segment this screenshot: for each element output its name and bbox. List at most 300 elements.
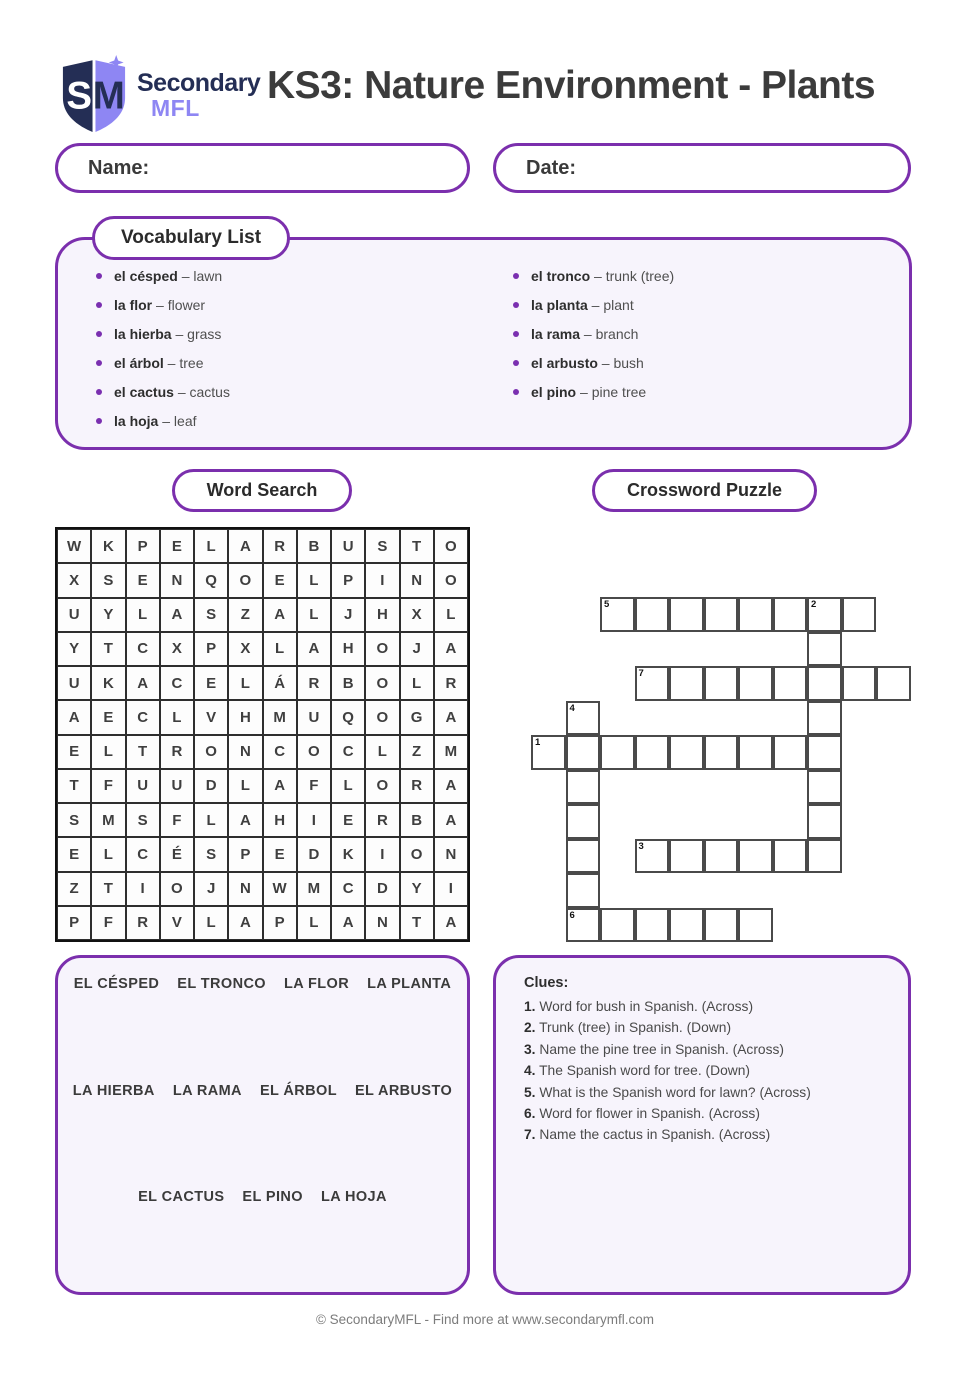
word-search-cell[interactable]: I xyxy=(365,563,399,597)
word-bank-word: LA RAMA xyxy=(172,1083,242,1099)
word-bank-word: LA HIERBA xyxy=(72,1083,155,1099)
bullet-icon xyxy=(96,331,102,337)
word-search-cell[interactable]: L xyxy=(331,769,365,803)
word-search-cell[interactable]: B xyxy=(400,803,434,837)
word-bank-word: LA PLANTA xyxy=(367,976,452,992)
crossword-cell[interactable] xyxy=(807,597,842,632)
word-search-cell[interactable]: A xyxy=(434,906,468,940)
clue-number: 1. xyxy=(524,999,536,1014)
word-search-cell[interactable]: L xyxy=(126,598,160,632)
brand-name-top: Secondary xyxy=(137,68,261,97)
word-search-cell[interactable]: N xyxy=(160,563,194,597)
vocab-item xyxy=(96,414,230,428)
vocab-translation: – flower xyxy=(152,297,206,313)
word-search-cell[interactable]: R xyxy=(126,906,160,940)
vocab-translation: – pine tree xyxy=(576,384,647,400)
crossword-cell[interactable] xyxy=(842,597,877,632)
clue-item xyxy=(524,1039,880,1060)
word-search-cell[interactable]: O xyxy=(400,837,434,871)
crossword-cell[interactable] xyxy=(635,839,670,874)
word-search-cell[interactable]: A xyxy=(434,700,468,734)
word-search-cell[interactable]: J xyxy=(194,872,228,906)
word-search-cell[interactable]: C xyxy=(160,666,194,700)
clue-number: 7. xyxy=(524,1127,536,1143)
word-search-cell[interactable]: P xyxy=(263,906,297,940)
word-search-cell[interactable]: L xyxy=(434,598,468,632)
word-bank-word: EL ÁRBOL xyxy=(259,1083,337,1099)
vocab-term: la flor xyxy=(114,297,153,313)
crossword-cell[interactable] xyxy=(566,839,601,874)
word-search-cell[interactable]: U xyxy=(57,598,91,632)
crossword-cell[interactable] xyxy=(842,666,877,701)
word-search-cell[interactable]: O xyxy=(365,769,399,803)
crossword-cell[interactable] xyxy=(773,666,808,701)
vocab-term: el arbusto xyxy=(531,355,598,371)
clues-box xyxy=(493,955,911,1295)
crossword-clue-number: 2 xyxy=(811,599,817,610)
vocab-translation: – leaf xyxy=(158,413,197,429)
word-search-cell[interactable]: B xyxy=(331,666,365,700)
clue-text: Trunk (tree) in Spanish. (Down) xyxy=(535,1020,732,1036)
word-search-cell[interactable]: N xyxy=(434,837,468,871)
word-search-cell[interactable]: K xyxy=(91,529,125,563)
crossword-cell[interactable] xyxy=(807,632,842,667)
word-search-cell[interactable]: E xyxy=(263,837,297,871)
crossword-cell[interactable] xyxy=(738,666,773,701)
bullet-icon xyxy=(513,389,519,395)
word-search-cell[interactable]: U xyxy=(57,666,91,700)
word-search-cell[interactable]: V xyxy=(160,906,194,940)
word-search-cell[interactable]: W xyxy=(57,529,91,563)
word-search-cell[interactable]: O xyxy=(365,700,399,734)
clue-item xyxy=(524,996,880,1017)
word-search-cell[interactable]: E xyxy=(160,529,194,563)
word-search-cell[interactable]: S xyxy=(57,803,91,837)
vocab-translation: – tree xyxy=(163,355,204,371)
word-search-cell[interactable]: U xyxy=(160,769,194,803)
crossword-cell[interactable] xyxy=(807,666,842,701)
word-search-cell[interactable]: N xyxy=(228,872,262,906)
crossword-heading-label: Crossword Puzzle xyxy=(626,480,783,500)
crossword-cell[interactable] xyxy=(600,597,635,632)
vocab-term: la rama xyxy=(531,326,581,342)
vocab-translation: – grass xyxy=(171,326,222,342)
word-search-cell[interactable]: O xyxy=(365,666,399,700)
word-search-cell[interactable]: S xyxy=(194,837,228,871)
word-search-cell[interactable]: T xyxy=(57,769,91,803)
word-bank-word: EL TRONCO xyxy=(177,976,266,992)
clue-number: 3. xyxy=(524,1041,536,1057)
vocab-term: el pino xyxy=(531,384,577,400)
word-search-cell[interactable]: L xyxy=(263,632,297,666)
clue-number: 4. xyxy=(524,1063,536,1079)
clue-text: Name the pine tree in Spanish. (Across) xyxy=(535,1041,784,1057)
vocab-item xyxy=(96,385,230,399)
svg-text:S: S xyxy=(66,74,93,118)
word-search-cell[interactable]: C xyxy=(331,735,365,769)
word-search-cell[interactable]: E xyxy=(126,563,160,597)
crossword-cell[interactable] xyxy=(669,666,704,701)
word-search-cell[interactable]: Y xyxy=(91,598,125,632)
word-search-cell[interactable]: E xyxy=(57,735,91,769)
word-search-cell[interactable]: S xyxy=(194,598,228,632)
clue-item xyxy=(524,1103,880,1124)
crossword-cell[interactable] xyxy=(704,908,739,943)
word-search-cell[interactable]: F xyxy=(91,769,125,803)
word-bank-row xyxy=(58,1188,467,1206)
vocab-translation: – bush xyxy=(597,355,644,371)
word-search-cell[interactable]: T xyxy=(400,529,434,563)
word-search-cell[interactable]: K xyxy=(331,837,365,871)
word-bank-word: LA FLOR xyxy=(284,976,350,992)
crossword-cell[interactable] xyxy=(669,735,704,770)
word-search-cell[interactable]: O xyxy=(160,872,194,906)
word-search-heading-label: Word Search xyxy=(206,480,318,500)
word-search-cell[interactable]: F xyxy=(160,803,194,837)
word-search-cell[interactable]: L xyxy=(194,803,228,837)
crossword-cell[interactable] xyxy=(704,735,739,770)
crossword-cell[interactable] xyxy=(738,597,773,632)
word-search-cell[interactable]: A xyxy=(297,632,331,666)
crossword-cell[interactable] xyxy=(669,839,704,874)
word-search-cell[interactable]: P xyxy=(126,529,160,563)
word-search-cell[interactable]: R xyxy=(400,769,434,803)
word-bank-row xyxy=(58,975,467,993)
word-search-cell[interactable]: M xyxy=(434,735,468,769)
word-search-cell[interactable]: R xyxy=(365,803,399,837)
word-search-cell[interactable]: F xyxy=(91,906,125,940)
word-search-cell[interactable]: M xyxy=(263,700,297,734)
clue-text: What is the Spanish word for lawn? (Across) xyxy=(535,1084,811,1100)
word-search-cell[interactable]: H xyxy=(365,598,399,632)
word-search-cell[interactable]: T xyxy=(91,872,125,906)
crossword-heading xyxy=(592,469,817,512)
word-search-cell[interactable]: H xyxy=(228,700,262,734)
word-search-cell[interactable]: Z xyxy=(228,598,262,632)
word-search-cell[interactable]: E xyxy=(194,666,228,700)
word-search-cell[interactable]: L xyxy=(160,700,194,734)
word-search-cell[interactable]: T xyxy=(91,632,125,666)
vocab-item xyxy=(513,385,674,399)
vocab-term: el césped xyxy=(114,268,178,284)
crossword-cell[interactable] xyxy=(704,597,739,632)
crossword-cell[interactable] xyxy=(635,666,670,701)
word-search-cell[interactable]: H xyxy=(331,632,365,666)
vocab-translation: – trunk (tree) xyxy=(590,268,675,284)
clue-number: 5. xyxy=(524,1084,536,1100)
crossword-cell[interactable] xyxy=(807,770,842,805)
bullet-icon xyxy=(513,302,519,308)
word-search-cell[interactable]: A xyxy=(434,803,468,837)
word-search-cell[interactable]: C xyxy=(263,735,297,769)
word-search-cell[interactable]: L xyxy=(297,563,331,597)
word-search-cell[interactable]: A xyxy=(331,906,365,940)
word-search-cell[interactable]: M xyxy=(297,872,331,906)
crossword-cell[interactable] xyxy=(876,666,911,701)
word-search-cell[interactable]: O xyxy=(365,632,399,666)
clue-text: Name the cactus in Spanish. (Across) xyxy=(535,1127,771,1143)
word-search-cell[interactable]: I xyxy=(434,872,468,906)
crossword-cell[interactable] xyxy=(566,701,601,736)
crossword-cell[interactable] xyxy=(704,839,739,874)
crossword-clue-number: 7 xyxy=(638,668,644,679)
word-search-cell[interactable]: P xyxy=(57,906,91,940)
word-search-cell[interactable]: D xyxy=(194,769,228,803)
vocab-term: el cactus xyxy=(114,384,174,400)
word-search-cell[interactable]: L xyxy=(297,906,331,940)
word-search-cell[interactable]: P xyxy=(194,632,228,666)
crossword-cell[interactable] xyxy=(807,735,842,770)
word-search-cell[interactable]: I xyxy=(126,872,160,906)
vocab-translation: – branch xyxy=(580,326,639,342)
word-search-cell[interactable]: C xyxy=(126,632,160,666)
word-search-cell[interactable]: O xyxy=(297,735,331,769)
word-search-cell[interactable]: A xyxy=(160,598,194,632)
clues-heading: Clues: xyxy=(524,975,569,991)
word-search-cell[interactable]: U xyxy=(331,529,365,563)
word-search-cell[interactable]: N xyxy=(228,735,262,769)
vocab-item xyxy=(96,356,230,370)
vocabulary-box xyxy=(55,237,912,450)
clue-text: Word for flower in Spanish. (Across) xyxy=(535,1106,760,1122)
clue-number: 2. xyxy=(524,1020,536,1036)
word-search-cell[interactable]: X xyxy=(160,632,194,666)
word-search-cell[interactable]: F xyxy=(297,769,331,803)
svg-text:M: M xyxy=(92,74,125,118)
word-search-cell[interactable]: V xyxy=(194,700,228,734)
bullet-icon xyxy=(96,302,102,308)
crossword-clue-number: 4 xyxy=(569,702,575,714)
clue-item xyxy=(524,1124,880,1145)
word-search-cell[interactable]: Y xyxy=(400,872,434,906)
bullet-icon xyxy=(513,273,519,279)
word-search-cell[interactable]: D xyxy=(365,872,399,906)
word-search-cell[interactable]: E xyxy=(91,700,125,734)
crossword-cell[interactable] xyxy=(635,735,670,770)
word-search-cell[interactable]: O xyxy=(228,563,262,597)
word-search-cell[interactable]: A xyxy=(263,598,297,632)
word-search-cell[interactable]: O xyxy=(434,529,468,563)
word-search-cell[interactable]: X xyxy=(400,598,434,632)
clues-list xyxy=(524,996,880,1146)
vocab-term: el árbol xyxy=(114,355,164,371)
word-search-cell[interactable]: R xyxy=(434,666,468,700)
word-search-cell[interactable]: D xyxy=(297,837,331,871)
word-search-cell[interactable]: S xyxy=(126,803,160,837)
word-search-cell[interactable]: A xyxy=(126,666,160,700)
crossword-cell[interactable] xyxy=(566,735,601,770)
word-search-cell[interactable]: L xyxy=(400,666,434,700)
date-field[interactable] xyxy=(493,143,911,193)
word-search-cell[interactable]: P xyxy=(228,837,262,871)
crossword-cell[interactable] xyxy=(635,908,670,943)
vocabulary-heading-label: Vocabulary List xyxy=(120,227,262,248)
crossword-cell[interactable] xyxy=(773,839,808,874)
word-search-cell[interactable]: S xyxy=(91,563,125,597)
crossword-cell[interactable] xyxy=(773,735,808,770)
page-title: KS3: Nature Environment - Plants xyxy=(266,64,876,107)
word-search-cell[interactable]: R xyxy=(297,666,331,700)
word-search-cell[interactable]: E xyxy=(263,563,297,597)
word-search-heading xyxy=(172,469,352,512)
word-search-cell[interactable]: J xyxy=(331,598,365,632)
word-search-cell[interactable]: X xyxy=(57,563,91,597)
crossword-cell[interactable] xyxy=(704,666,739,701)
vocab-item xyxy=(513,356,674,370)
word-search-cell[interactable]: H xyxy=(263,803,297,837)
bullet-icon xyxy=(513,331,519,337)
word-bank-box xyxy=(55,955,470,1295)
word-search-cell[interactable]: R xyxy=(263,529,297,563)
clue-number: 6. xyxy=(524,1106,536,1122)
name-label: Name: xyxy=(88,156,150,179)
word-bank-word: EL PINO xyxy=(242,1189,303,1205)
vocab-term: la hierba xyxy=(114,326,172,342)
vocab-item xyxy=(96,298,230,312)
crossword-cell[interactable] xyxy=(566,770,601,805)
word-search-cell[interactable]: A xyxy=(228,529,262,563)
crossword-clue-number: 3 xyxy=(638,840,644,852)
word-search-cell[interactable]: Y xyxy=(57,632,91,666)
word-search-cell[interactable]: T xyxy=(126,735,160,769)
word-search-cell[interactable]: N xyxy=(400,563,434,597)
name-field[interactable] xyxy=(55,143,470,193)
bullet-icon xyxy=(96,273,102,279)
word-search-cell[interactable]: Q xyxy=(331,700,365,734)
word-search-cell[interactable]: O xyxy=(434,563,468,597)
word-search-cell[interactable]: O xyxy=(194,735,228,769)
word-search-cell[interactable]: R xyxy=(160,735,194,769)
word-search-cell[interactable]: A xyxy=(228,906,262,940)
word-search-cell[interactable]: M xyxy=(91,803,125,837)
word-search-cell[interactable]: U xyxy=(126,769,160,803)
footer-copyright: © SecondaryMFL - Find more at www.secondarymfl.com xyxy=(315,1312,655,1327)
word-search-cell[interactable]: L xyxy=(365,735,399,769)
word-search-cell[interactable]: L xyxy=(297,598,331,632)
word-bank-row xyxy=(58,1082,467,1100)
word-search-cell[interactable]: S xyxy=(365,529,399,563)
crossword-cell[interactable] xyxy=(566,908,601,943)
crossword-cell[interactable] xyxy=(566,804,601,839)
word-bank-word: LA HOJA xyxy=(320,1189,387,1205)
crossword-cell[interactable] xyxy=(807,839,842,874)
vocabulary-heading xyxy=(92,216,290,260)
vocab-item xyxy=(513,327,674,341)
crossword-cell[interactable] xyxy=(738,839,773,874)
word-search-cell[interactable]: X xyxy=(228,632,262,666)
shield-logo-icon xyxy=(57,55,131,135)
crossword-cell[interactable] xyxy=(669,908,704,943)
word-search-grid xyxy=(55,527,470,942)
vocab-item xyxy=(96,269,230,283)
word-search-cell[interactable]: C xyxy=(126,700,160,734)
word-search-cell[interactable]: Á xyxy=(263,666,297,700)
vocab-term: el tronco xyxy=(531,268,591,284)
word-search-cell[interactable]: A xyxy=(263,769,297,803)
word-search-cell[interactable]: A xyxy=(228,803,262,837)
vocabulary-column-left xyxy=(96,269,230,428)
crossword-cell[interactable] xyxy=(807,701,842,736)
word-search-cell[interactable]: L xyxy=(228,769,262,803)
crossword-cell[interactable] xyxy=(738,735,773,770)
clue-item xyxy=(524,1017,880,1038)
vocab-term: la planta xyxy=(531,297,588,313)
bullet-icon xyxy=(513,360,519,366)
word-search-cell[interactable]: C xyxy=(126,837,160,871)
vocab-term: la hoja xyxy=(114,413,159,429)
crossword-cell[interactable] xyxy=(600,735,635,770)
vocab-item xyxy=(513,269,674,283)
word-search-cell[interactable]: J xyxy=(400,632,434,666)
crossword-cell[interactable] xyxy=(566,873,601,908)
vocabulary-column-right xyxy=(513,269,674,399)
vocab-translation: – lawn xyxy=(177,268,223,284)
word-search-cell[interactable]: L xyxy=(228,666,262,700)
word-search-cell[interactable]: K xyxy=(91,666,125,700)
crossword-clue-number: 6 xyxy=(569,909,575,921)
crossword-cell[interactable] xyxy=(635,597,670,632)
date-label: Date: xyxy=(526,156,577,179)
word-search-cell[interactable]: I xyxy=(297,803,331,837)
vocab-translation: – plant xyxy=(587,297,634,313)
word-search-cell[interactable]: P xyxy=(331,563,365,597)
word-search-cell[interactable]: E xyxy=(57,837,91,871)
crossword-cell[interactable] xyxy=(807,804,842,839)
word-search-cell[interactable]: G xyxy=(400,700,434,734)
word-bank-word: EL CÉSPED xyxy=(73,976,160,992)
word-search-cell[interactable]: T xyxy=(400,906,434,940)
word-search-cell[interactable]: L xyxy=(91,735,125,769)
word-search-cell[interactable]: L xyxy=(91,837,125,871)
crossword-cell[interactable] xyxy=(600,908,635,943)
vocab-item xyxy=(513,298,674,312)
word-search-cell[interactable]: E xyxy=(331,803,365,837)
word-search-cell[interactable]: U xyxy=(297,700,331,734)
bullet-icon xyxy=(96,418,102,424)
word-bank-word: EL ARBUSTO xyxy=(354,1083,453,1099)
bullet-icon xyxy=(96,360,102,366)
word-search-cell[interactable]: C xyxy=(331,872,365,906)
word-search-cell[interactable]: Q xyxy=(194,563,228,597)
crossword-grid xyxy=(531,597,912,943)
word-search-cell[interactable]: B xyxy=(297,529,331,563)
word-search-cell[interactable]: Z xyxy=(400,735,434,769)
clue-item xyxy=(524,1082,880,1103)
word-bank-word: EL CACTUS xyxy=(138,1189,225,1205)
word-search-cell[interactable]: W xyxy=(263,872,297,906)
word-search-cell[interactable]: I xyxy=(365,837,399,871)
crossword-clue-number: 5 xyxy=(604,599,610,610)
crossword-cell[interactable] xyxy=(669,597,704,632)
word-search-cell[interactable]: É xyxy=(160,837,194,871)
clue-item xyxy=(524,1060,880,1081)
vocab-item xyxy=(96,327,230,341)
word-search-cell[interactable]: Z xyxy=(57,872,91,906)
crossword-clue-number: 1 xyxy=(535,737,541,748)
clue-text: Word for bush in Spanish. (Across) xyxy=(535,999,754,1014)
word-search-cell[interactable]: A xyxy=(434,769,468,803)
word-search-cell[interactable]: N xyxy=(365,906,399,940)
word-search-cell[interactable]: L xyxy=(194,529,228,563)
crossword-cell[interactable] xyxy=(531,735,566,770)
word-search-cell[interactable]: A xyxy=(57,700,91,734)
word-search-cell[interactable]: A xyxy=(434,632,468,666)
bullet-icon xyxy=(96,389,102,395)
word-search-cell[interactable]: L xyxy=(194,906,228,940)
crossword-cell[interactable] xyxy=(738,908,773,943)
crossword-cell[interactable] xyxy=(773,597,808,632)
clue-text: The Spanish word for tree. (Down) xyxy=(535,1063,750,1079)
